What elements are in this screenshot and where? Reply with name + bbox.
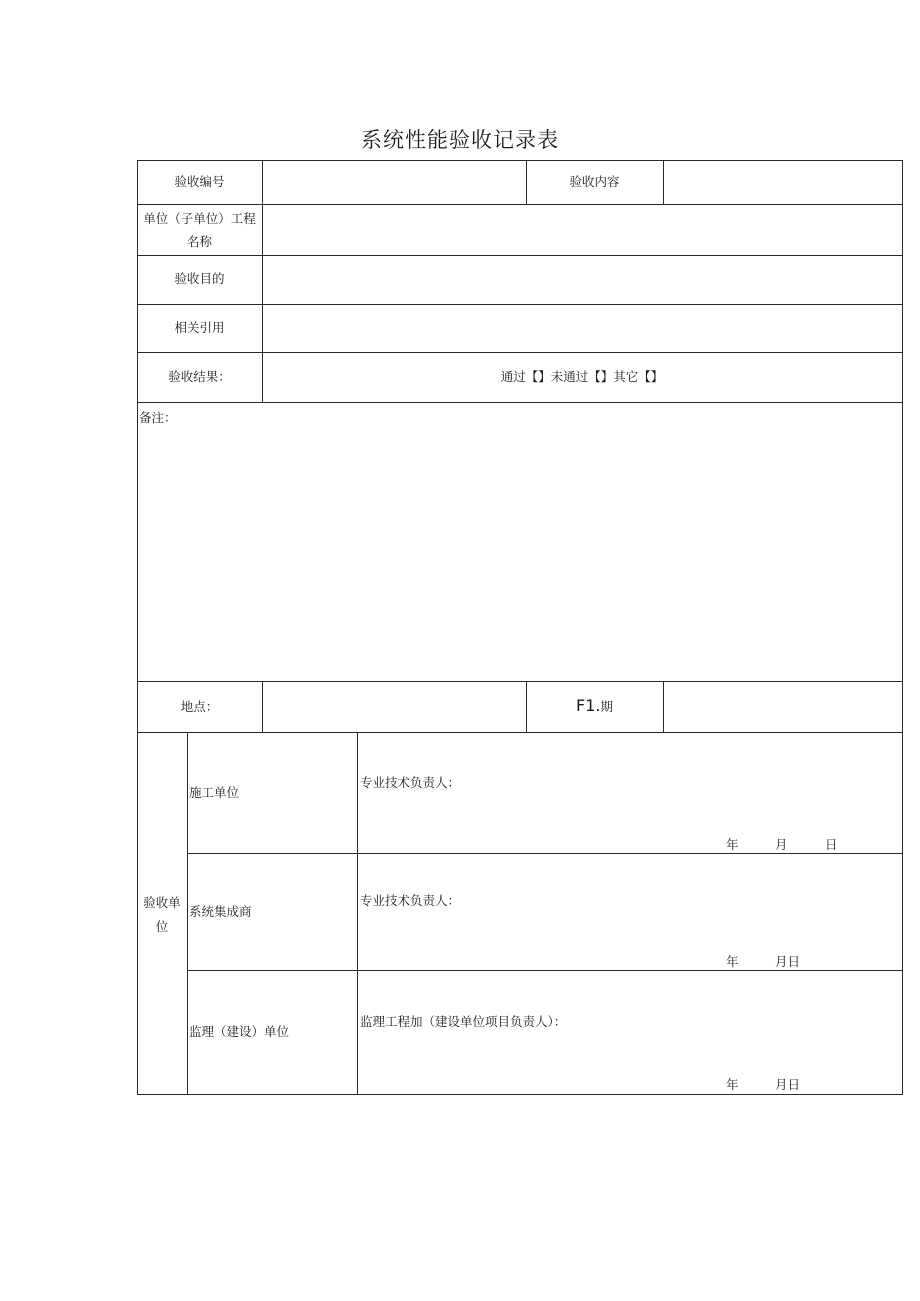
construction-month: 月	[775, 837, 788, 852]
acceptance-record-table	[137, 160, 903, 1095]
unit-project-name-label: 名称	[186, 234, 212, 249]
column-divider	[663, 160, 664, 205]
row-divider	[137, 402, 903, 403]
supervisor-responsible-label: 监理工程加（建设单位项目负责人）：	[360, 1014, 567, 1029]
row-divider	[137, 352, 903, 353]
construction-unit-name: 施工单位	[189, 785, 240, 800]
supervisor-name: 监理（建设）单位	[189, 1024, 290, 1039]
table-border-left	[137, 160, 138, 1095]
acceptance-units-label: 验收单	[143, 895, 181, 910]
date-label-prefix: F1.	[576, 696, 601, 715]
integrator-month-day: 月日	[775, 954, 801, 969]
acceptance-no-label: 验收编号	[174, 174, 225, 189]
date-label-suffix: 期	[600, 699, 613, 714]
units-label-divider	[187, 732, 188, 1095]
table-border-top	[137, 160, 903, 161]
acceptance-units-label: 位	[155, 919, 169, 934]
supervisor-year: 年	[726, 1077, 739, 1092]
supervisor-month-day: 月日	[775, 1077, 801, 1092]
integrator-responsible-label: 专业技术负责人：	[360, 893, 461, 908]
row-divider	[137, 304, 903, 305]
unit-project-name-label: 单位（子单位）工程	[143, 211, 256, 226]
label-column-divider	[262, 681, 263, 733]
row-divider	[137, 255, 903, 256]
remarks-label: 备注：	[139, 410, 177, 425]
units-name-divider	[357, 732, 358, 1095]
location-label: 地点：	[180, 699, 219, 714]
row-divider	[137, 204, 903, 205]
related-reference-label: 相关引用	[174, 320, 225, 335]
row-divider	[137, 681, 903, 682]
page-title: 系统性能验收记录表	[361, 128, 559, 152]
integrator-name: 系统集成商	[189, 904, 252, 919]
table-border-right	[902, 160, 903, 1095]
acceptance-result-options: 通过【】未通过【】其它【】	[500, 369, 664, 384]
acceptance-content-label: 验收内容	[569, 174, 620, 189]
row-divider	[137, 732, 903, 733]
construction-responsible-label: 专业技术负责人：	[360, 775, 461, 790]
sub-row-divider	[187, 853, 903, 854]
construction-year: 年	[726, 837, 739, 852]
column-divider	[663, 681, 664, 733]
date-label	[526, 695, 663, 718]
acceptance-result-label: 验收结果：	[168, 369, 231, 384]
construction-day: 日	[825, 837, 838, 852]
integrator-year: 年	[726, 954, 739, 969]
acceptance-purpose-label: 验收目的	[174, 271, 225, 286]
